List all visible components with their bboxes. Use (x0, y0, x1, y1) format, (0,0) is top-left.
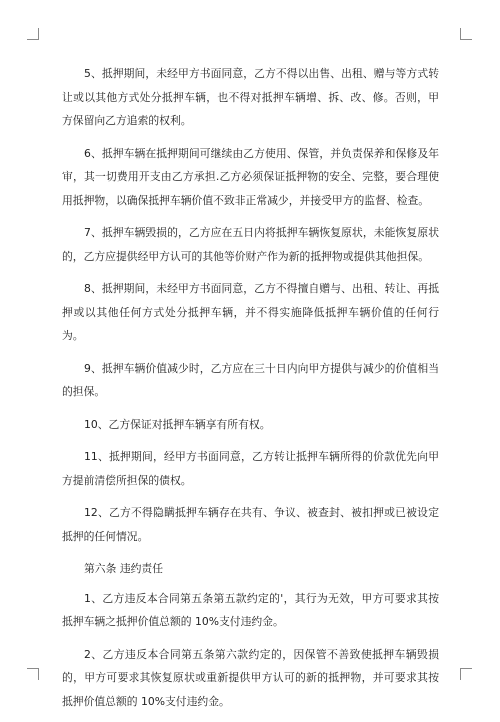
clause-8: 8、抵押期间，未经甲方书面同意，乙方不得擅自赠与、出租、转让、再抵押或以其他任何方式处分抵押车辆，并不得实施降低抵押车辆价值的任何行为。 (62, 282, 439, 342)
clause-11: 11、抵押期间，经甲方书面同意，乙方转让抵押车辆所得的价款优先向甲方提前清偿所担保的债权。 (62, 450, 439, 487)
liability-1: 1、乙方违反本合同第五条第五款约定的'，其行为无效，甲方可要求其按抵押车辆之抵押价值总额的 10%支付违约金。 (62, 591, 439, 628)
clause-7: 7、抵押车辆毁损的，乙方应在五日内将抵押车辆恢复原状，未能恢复原状的，乙方应提供经甲方认可的其他等价财产作为新的抵押物或提供其他担保。 (62, 226, 439, 263)
document-body (62, 62, 439, 722)
crop-mark-bottom-left (27, 668, 39, 680)
clause-12: 12、乙方不得隐瞒抵押车辆存在共有、争议、被查封、被扣押或已被设定抵押的任何情况。 (62, 506, 439, 543)
crop-mark-bottom-right (460, 668, 472, 680)
crop-mark-top-left (27, 28, 39, 40)
liability-2: 2、乙方违反本合同第五条第六款约定的，因保管不善致使抵押车辆毁损的，甲方可要求其恢复原状或重新提供甲方认可的新的抵押物，并可要求其按抵押价值总额的 10%支付违约金。 (62, 647, 439, 708)
section-heading: 第六条 违约责任 (84, 562, 164, 575)
clause-5: 5、抵押期间，未经甲方书面同意，乙方不得以出售、出租、赠与等方式转让或以其他方式处分抵押车辆，也不得对抵押车辆增、拆、改、修。否则，甲方保留向乙方追索的权利。 (62, 67, 439, 127)
clause-6: 6、抵押车辆在抵押期间可继续由乙方使用、保管，并负责保养和保修及年审，其一切费用开支由乙方承担.乙方必须保证抵押物的安全、完整，要合理使用抵押物，以确保抵押车辆价值不致非正常减少，并接受甲方的监督、检查。 (62, 146, 439, 207)
clause-9: 9、抵押车辆价值减少时，乙方应在三十日内向甲方提供与减少的价值相当的担保。 (62, 361, 439, 398)
clause-10: 10、乙方保证对抵押车辆享有所有权。 (84, 417, 271, 431)
crop-mark-top-right (460, 28, 472, 40)
